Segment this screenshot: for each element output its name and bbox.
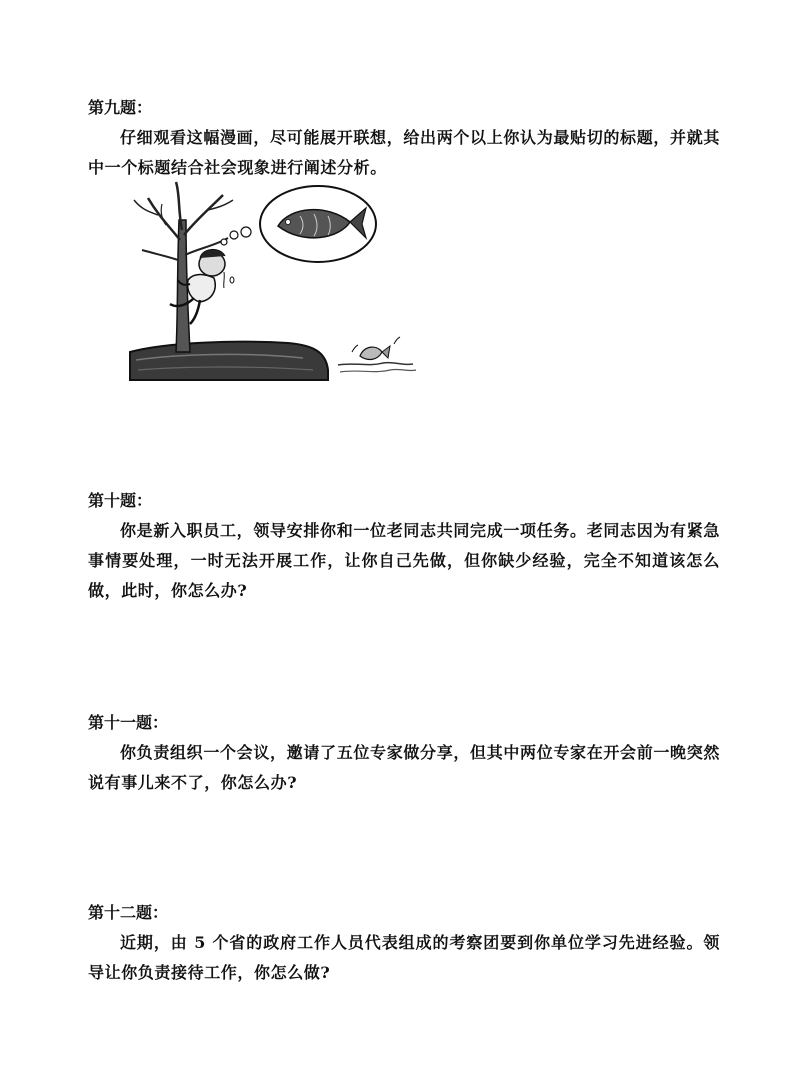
question-heading: 第十一题： bbox=[88, 713, 169, 732]
question-heading: 第九题： bbox=[88, 98, 153, 117]
question-text: 近期，由 5 个省的政府工作人员代表组成的考察团要到你单位学习先进经验。领导让你负责接待工作，你怎么做? bbox=[88, 933, 720, 982]
question-12 bbox=[88, 898, 720, 988]
question-heading: 第十二题： bbox=[88, 903, 169, 922]
question-11 bbox=[88, 708, 720, 798]
question-heading: 第十题： bbox=[88, 491, 153, 510]
cartoon-illustration bbox=[128, 180, 420, 385]
question-text: 你负责组织一个会议，邀请了五位专家做分享，但其中两位专家在开会前一晚突然说有事儿来不了，你怎么办? bbox=[88, 743, 720, 792]
question-10 bbox=[88, 486, 720, 606]
question-9 bbox=[88, 93, 720, 183]
jumping-fish-icon bbox=[352, 337, 400, 359]
question-text: 仔细观看这幅漫画，尽可能展开联想，给出两个以上你认为最贴切的标题，并就其中一个标题结合社会现象进行阐述分析。 bbox=[88, 128, 720, 177]
question-text: 你是新入职员工，领导安排你和一位老同志共同完成一项任务。老同志因为有紧急事情要处理，一时无法开展工作，让你自己先做，但你缺少经验，完全不知道该怎么做，此时，你怎么办? bbox=[88, 521, 720, 600]
